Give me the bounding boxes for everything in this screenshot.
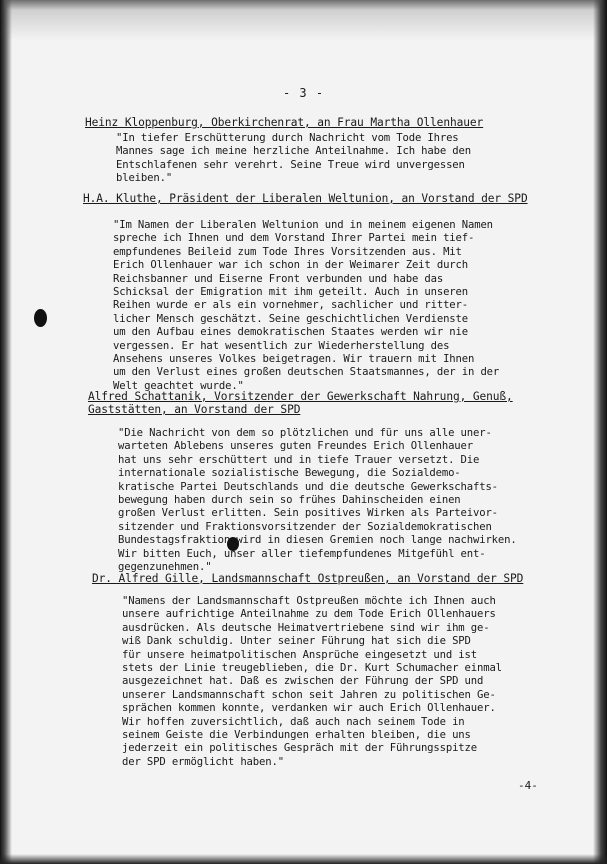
next-page-marker: -4-	[518, 779, 538, 792]
section-heading: H.A. Kluthe, Präsident der Liberalen Weltunion, an Vorstand der SPD	[83, 192, 528, 205]
section-heading: Alfred Schattanik, Vorsitzender der Gewerkschaft Nahrung, Genuß,	[88, 390, 513, 403]
punch-hole-mark	[34, 309, 47, 327]
section-body	[116, 132, 471, 186]
body-line: unsere aufrichtige Anteilnahme zu dem Tode Erich Ollenhauers	[122, 608, 496, 621]
section-heading: Dr. Alfred Gille, Landsmannschaft Ostpreußen, an Vorstand der SPD	[92, 572, 524, 585]
body-line: Mannes sage ich meine herzliche Anteilnahme. Ich habe den	[116, 145, 471, 158]
body-line: Wir bitten Euch, unser aller tiefempfundenes Mitgefühl ent-	[118, 547, 486, 560]
body-line: licher Mensch geschätzt. Seine geschichtlichen Verdienste	[113, 312, 468, 325]
body-line: Erich Ollenhauer war ich schon in der Weimarer Zeit durch	[113, 259, 468, 272]
body-line: warteten Ablebens unseres guten Freundes Erich Ollenhauer	[118, 440, 473, 453]
body-line: "Die Nachricht von dem so plötzlichen und für uns alle uner-	[118, 427, 492, 439]
body-line: Ansehens unseres Volkes beigetragen. Wir trauern mit Ihnen	[113, 353, 475, 366]
body-line: spreche ich Ihnen und dem Vorstand Ihrer Partei mein tief-	[113, 232, 475, 245]
body-line: Schicksal der Emigration mit ihm geteilt. Auch in unseren	[113, 286, 468, 299]
body-line: jederzeit ein politisches Gespräch mit der Führungsspitze	[122, 742, 477, 755]
section-body	[113, 219, 499, 393]
body-line: ausgezeichnet hat. Daß es zwischen der Führung der SPD und	[122, 675, 484, 688]
body-line: Reihen wurde er als ein vornehmer, sachlicher und ritter-	[113, 299, 468, 312]
body-line: kratische Partei Deutschlands und die deutsche Gewerkschafts-	[118, 480, 498, 493]
body-line: unserer Landsmannschaft schon seit Jahren zu politischen Ge-	[122, 688, 496, 701]
body-line: "Namens der Landsmannschaft Ostpreußen möchte ich Ihnen auch	[122, 595, 496, 607]
body-line: vergessen. Er hat wesentlich zur Wiederherstellung des	[113, 339, 450, 352]
body-line: seinem Geiste die Verbindungen erhalten bleiben, die uns	[122, 729, 471, 742]
body-line: internationale sozialistische Bewegung, die Sozialdemo-	[118, 467, 461, 480]
body-line: empfundenes Beileid zum Tode Ihres Vorsitzenden aus. Mit	[113, 245, 462, 258]
section-heading: Gaststätten, an Vorstand der SPD	[88, 403, 301, 416]
body-line: um den Aufbau eines demokratischen Staates werden wir nie	[113, 326, 468, 339]
body-line: "In tiefer Erschütterung durch Nachricht vom Tode Ihres	[116, 132, 459, 144]
body-line: um den Verlust eines großen deutschen Staatsmannes, der in der	[113, 366, 500, 379]
body-line: Welt geachtet wurde."	[113, 379, 244, 392]
scan-edge-left	[0, 0, 12, 864]
section-body	[122, 595, 502, 769]
body-line: für unsere heimatpolitischen Ansprüche eingesetzt und ist	[122, 648, 477, 661]
body-line: hat uns sehr erschüttert und in tiefe Trauer versetzt. Die	[118, 453, 480, 466]
body-line: ausdrücken. Als deutsche Heimatvertriebene sind wir ihm ge-	[122, 621, 490, 634]
page-number: - 3 -	[282, 86, 325, 100]
body-line: bewegung haben durch sein so frühes Dahinscheiden einen	[118, 494, 461, 507]
scan-edge-right	[593, 0, 607, 864]
body-line: Bundestagsfraktion wird in diesen Gremien noch lange nachwirken.	[118, 534, 517, 547]
body-line: Entschlafenen sehr verehrt. Seine Treue wird unvergessen	[116, 158, 465, 171]
body-line: sitzender und Fraktionsvorsitzender der Sozialdemokratischen	[118, 520, 492, 533]
body-line: großen Verlust erlitten. Sein positives Wirken als Parteivor-	[118, 507, 498, 520]
body-line: stets der Linie treugeblieben, die Dr. Kurt Schumacher einmal	[122, 662, 502, 675]
section-body	[118, 427, 517, 574]
scan-edge-bottom	[0, 854, 607, 864]
body-line: Wir hoffen zuversichtlich, daß auch nach seinem Tode in	[122, 715, 465, 728]
body-line: wiß Dank schuldig. Unter seiner Führung hat sich die SPD	[122, 635, 471, 648]
body-line: Reichsbanner und Eiserne Front verbunden und habe das	[113, 272, 444, 285]
section-heading: Heinz Kloppenburg, Oberkirchenrat, an Frau Martha Ollenhauer	[85, 116, 484, 129]
body-line: sprächen kommen konnte, verdanken wir auch Erich Ollenhauer.	[122, 702, 496, 715]
body-line: "Im Namen der Liberalen Weltunion und in meinem eigenen Namen	[113, 219, 493, 231]
scan-edge-top	[0, 0, 607, 40]
body-line: gegenzunehmen."	[118, 561, 212, 574]
body-line: der SPD ermöglicht haben."	[122, 755, 284, 768]
body-line: bleiben."	[116, 172, 173, 185]
